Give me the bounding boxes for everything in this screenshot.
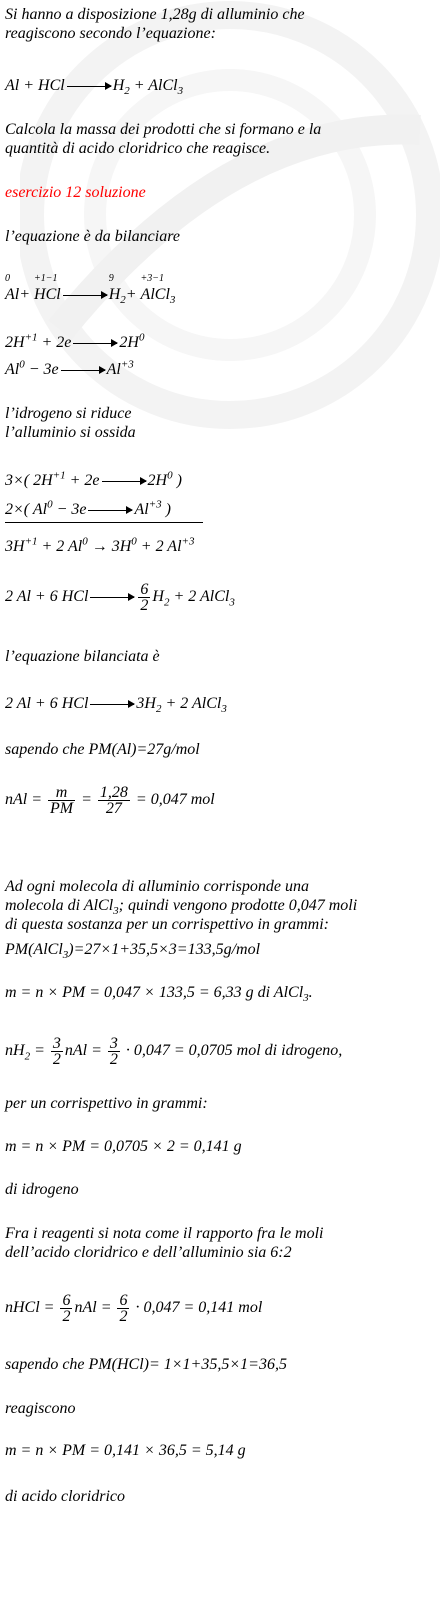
arrow-icon: [90, 597, 134, 598]
hcl-note: di acido cloridrico: [5, 1488, 125, 1505]
fraction: $\frac{1,28}{27}$: [99, 784, 128, 817]
arrow-icon: [63, 295, 107, 296]
pm-hcl-text: sapendo che PM(HCl)= 1×1+35,5×1=36,5: [5, 1356, 287, 1373]
ox-hcl: +1−1 HCl: [34, 273, 61, 303]
m-hcl-equation: m = n × PM = 0,141 × 36,5 = 5,14 g: [5, 1442, 246, 1459]
grams-note: per un corrispettivo in grammi:: [5, 1095, 208, 1112]
ox-al: 0 Al: [5, 273, 20, 303]
task-text: Calcola la massa dei prodotti che si formano e la quantità di acido cloridrico che reagisce.: [5, 121, 322, 157]
summed-equation: $3H^{+1} + 2$ $Al^0 \to 3H^0 + 2$ $Al^{+3}$: [5, 535, 195, 555]
sum-line: [5, 522, 203, 523]
balanced-note: l’equazione bilanciata è: [5, 648, 160, 665]
intro-text: Si hanno a disposizione 1,28g di alluminio che reagiscono secondo l’equazione:: [5, 6, 305, 42]
fraction: $\frac{3}{2}$: [109, 1035, 118, 1068]
arrow-icon: [67, 86, 111, 87]
pm-al-text: sapendo che PM(Al)=27g/mol: [5, 741, 200, 758]
equation-fraction: 2 Al + 6 HCl $\frac{6}{2}$ $H_2 + 2$ AlCl$_3$: [5, 581, 235, 614]
half-reaction-aluminium: $Al^0 - 3e$ $Al^{+3}$: [5, 358, 134, 378]
m-alcl3-equation: m = n × PM = 0,047 × 133,5 = 6,33 g di AlCl$_3$.: [5, 984, 313, 1005]
h2-note: di idrogeno: [5, 1181, 79, 1198]
fraction: $\frac{3}{2}$: [52, 1035, 61, 1068]
arrow-icon: [61, 370, 105, 371]
half-reaction-hydrogen: $2H^{+1} + 2e$ $2H^0$: [5, 331, 145, 351]
fraction: $\frac{m}{PM}$: [50, 784, 74, 817]
fraction: $\frac{6}{2}$: [140, 581, 149, 614]
multiplied-half-aluminium: 2×( $Al^0 - 3e$ $Al^{+3}$ ): [5, 498, 171, 518]
balance-note: l’equazione è da bilanciare: [5, 228, 180, 245]
arrow-icon: [88, 510, 132, 511]
m-h2-equation: m = n × PM = 0,0705 × 2 = 0,141 g: [5, 1138, 242, 1155]
arrow-icon: [102, 481, 146, 482]
fraction: $\frac{6}{2}$: [62, 1292, 71, 1325]
equation-balanced: 2 Al + 6 HCl $3H_2 + 2$ AlCl$_3$: [5, 695, 227, 716]
ox-alcl3: +3−1 AlCl: [140, 273, 170, 303]
arrow-icon: [73, 343, 117, 344]
fraction: $\frac{6}{2}$: [119, 1292, 128, 1325]
react-note: reagiscono: [5, 1400, 76, 1417]
pm-alcl3-text: PM(AlCl$_3$)=27×1+35,5×3=133,5g/mol: [5, 941, 261, 962]
equation-reaction: Al + HCl $H_2$ + AlCl$_3$: [5, 77, 184, 98]
n-al-equation: nAl = $\frac{m}{PM}$ = $\frac{1,28}{27}$ = 0,047 mol: [5, 784, 215, 817]
redox-notes: l’idrogeno si riduce l’alluminio si ossida: [5, 405, 136, 441]
arrow-icon: [90, 704, 134, 705]
alcl3-paragraph: Ad ogni molecola di alluminio corrisponde una molecola di AlCl$_3$; quindi vengono prodotte 0,047 moli di questa sostanza per un corrispettivo in grammi:: [5, 878, 358, 933]
solution-title: esercizio 12 soluzione: [5, 184, 146, 201]
n-hcl-equation: nHCl = $\frac{6}{2}$ nAl = $\frac{6}{2}$ · 0,047 = 0,141 mol: [5, 1292, 263, 1325]
ratio-note: Fra i reagenti si nota come il rapporto fra le moli dell’acido cloridrico e dell’alluminio sia 6:2: [5, 1225, 324, 1261]
ox-h2: 9 H: [108, 273, 121, 303]
n-h2-equation: $nH_2$ = $\frac{3}{2}$ nAl = $\frac{3}{2}$ · 0,047 = 0,0705 mol di idrogeno,: [5, 1035, 343, 1068]
multiplied-half-hydrogen: 3×( $2H^{+1} + 2e$ $2H^0$ ): [5, 469, 182, 489]
equation-oxidation-numbers: 0 Al+ +1−1 HCl 9 $H_2+$ +3−1 AlCl$_3$: [5, 273, 176, 307]
